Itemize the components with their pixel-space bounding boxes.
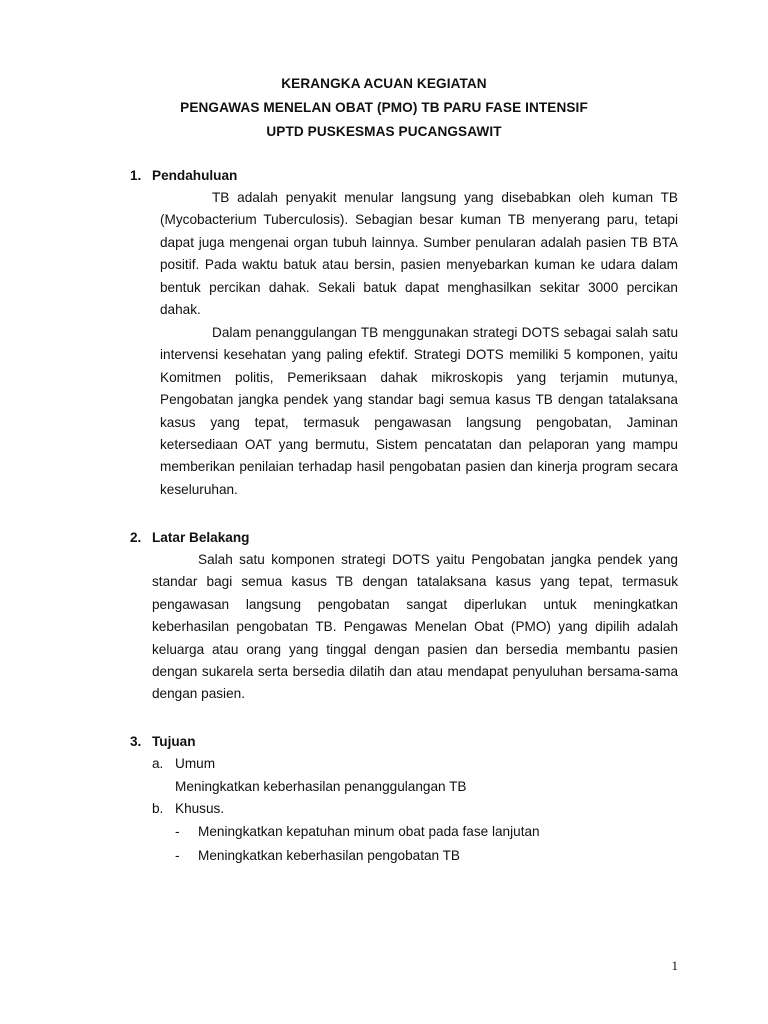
objective-a-title: Umum: [175, 756, 216, 771]
objective-a-text: Meningkatkan keberhasilan penanggulangan TB: [175, 779, 467, 794]
section-1-paragraph-2: Dalam penanggulangan TB menggunakan strategi DOTS sebagai salah satu intervensi kesehatan yang paling efektif. Strategi DOTS memiliki 5 komponen, yaitu Komitmen politis, Pemeriksaan dahak mikroskopis yang terjamin mutunya, Pengobatan jangka pendek yang standar bagi semua kasus TB dengan tatalaksana kasus yang tepat, termasuk pengawasan langsung pengobatan, Jaminan ketersediaan OAT yang bermutu, Sistem pencatatan dan pelaporan yang mampu memberikan penilaian terhadap hasil pengobatan pasien dan kinerja program secara keseluruhan.: [160, 325, 678, 497]
section-1-number: 1.: [130, 168, 142, 183]
section-2-number: 2.: [130, 530, 142, 545]
section-2-heading: [130, 530, 249, 545]
section-3-number: 3.: [130, 734, 142, 749]
objective-b-title: Khusus.: [175, 801, 225, 816]
objective-b-item-dash: -: [175, 824, 180, 839]
section-1-paragraph-1: TB adalah penyakit menular langsung yang disebabkan oleh kuman TB (Mycobacterium Tuberculosis). Sebagian besar kuman TB menyerang paru, tetapi dapat juga mengenai organ tubuh lainnya. Sumber penularan adalah pasien TB BTA positif. Pada waktu batuk atau bersin, pasien menyebarkan kuman ke udara dalam bentuk percikan dahak. Sekali batuk dapat menghasilkan sekitar 3000 percikan dahak.: [160, 190, 678, 318]
objective-a-label: a.: [152, 756, 164, 771]
page-number: 1: [671, 958, 678, 973]
objective-b-item-dash: -: [175, 848, 180, 863]
section-1-heading: [130, 168, 237, 183]
section-2-title: Latar Belakang: [152, 530, 250, 545]
objective-b-label: b.: [152, 801, 164, 816]
section-3-heading: [130, 734, 196, 749]
doc-title-line-3: UPTD PUSKESMAS PUCANGSAWIT: [266, 124, 502, 139]
doc-title-line-2: PENGAWAS MENELAN OBAT (PMO) TB PARU FASE INTENSIF: [180, 100, 588, 115]
section-3-title: Tujuan: [152, 734, 196, 749]
section-1-title: Pendahuluan: [152, 168, 238, 183]
doc-title-line-1: KERANGKA ACUAN KEGIATAN: [281, 76, 487, 91]
objective-b-item: Meningkatkan kepatuhan minum obat pada fase lanjutan: [198, 824, 540, 839]
section-2-paragraph-1: Salah satu komponen strategi DOTS yaitu Pengobatan jangka pendek yang standar bagi semua kasus TB dengan tatalaksana kasus yang tepat, termasuk pengawasan langsung pengobatan sangat diperlukan untuk meningkatkan keberhasilan pengobatan TB. Pengawas Menelan Obat (PMO) yang dipilih adalah keluarga atau orang yang tinggal dengan pasien dan bersedia membantu pasien dengan sukarela serta bersedia dilatih dan atau mendapat penyuluhan bersama-sama dengan pasien.: [152, 552, 678, 702]
objective-b-item: Meningkatkan keberhasilan pengobatan TB: [198, 848, 460, 863]
